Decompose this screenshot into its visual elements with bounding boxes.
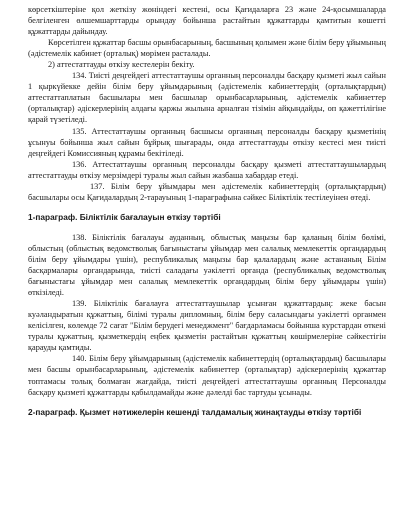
paragraph: 139. Біліктілік бағалауға аттестаттаушылар ұсынған құжаттардың: жеке басын куәландыратын құжаттың, білімі туралы дипломның, білім беру саласындағы уәкілетті органмен келісілген, көлемде 72 сағат "Білім берудегі менеджмент" бағдарламасы бойынша курстардан өткені туралы құжаттың, қызметкердің еңбек қызметін растайтын құжаттың көшірмелеріне сәйкестігін қарауды қамтиды. (28, 299, 386, 353)
section-heading: 2-параграф. Қызмет нәтижелерін кешенді талдамалық жинақтауды өткізу тәртібі (28, 406, 362, 417)
paragraph: 135. Аттестаттаушы органның басшысы органның персоналды басқару қызметінің ұсынуы бойынша жыл сайын бұйрық шығарады, онда аттестаттауды өткізу кестесі мен тиісті деңгейдегі Комиссияның құрамы бекітіледі. (28, 126, 386, 158)
paragraph: 140. Білім беру ұйымдарының (әдістемелік кабинеттердің (орталықтардың) басшылары мен басшы орынбасарларының, әдістемелік кабинеттер (орталықтар) әдіскерлерінің құжаттар топтамасы толық болмаған жағдайда, тиісті деңгейдегі аттестаттаушы органның Персоналды басқару қызметі құжаттарды қабылдамайды және дәлелді бас тартуды ұсынады. (28, 354, 386, 397)
spacer (28, 223, 386, 232)
paragraph: Көрсетілген құжаттар басшы орынбасарының, басшының қолымен және білім беру ұйымының (әдістемелік кабинет (орталық) мөрімен расталады. (28, 38, 386, 59)
paragraph: 2) аттестаттауды өткізу кестелерін бекіту. (48, 60, 195, 70)
spacer (28, 203, 386, 212)
paragraph: 134. Тиісті деңгейдегі аттестаттаушы органның персоналды басқару қызметі жыл сайын 1 қыркүйекке дейін білім беру ұйымдарының (әдістемелік кабинеттердің (орталықтардың) аттестаттаплатын басшылары мен басшылар орынбасарларының, әдістемелік кабинеттер (орталықтар) әдіскерлерінің алдағы қаржы жылына арналған тізімін айқындайды, оп қажеттілігіне қарай түзетіледі. (28, 71, 386, 125)
paragraph: көрсеткіштеріне қол жеткізу жөніндегі кестені, осы Қағидаларға 23 және 24-қосымшаларда белгіленген өлшемшарттарды орындау бойынша растайтын құжаттарды қамтитын көшетті құжаттарды дайындау. (28, 5, 386, 37)
paragraph: 138. Біліктілік бағалауы ауданның, облыстық маңызы бар қаланың білім бөлімі, облыстың (облыстық ведомстволық бағыныстағы ұйымдар мен салалық мемлекеттік органдардың білім беру ұйымдары үшін), республикалық маңызы бар қалалардың және астананың Білім басқармалары органдарында, тиісті саладағы уәкілетті органда (республикалық ведомстволық бағыныстағы ұйымдар мен салалық мемлекеттік органдардың білім беру ұйымдары үшін) өткізіледі. (28, 232, 386, 298)
section-heading: 1-параграф. Біліктілік бағалауын өткізу тәртібі (28, 211, 221, 222)
spacer (28, 398, 386, 407)
paragraph: 136. Аттестаттаушы органның персоналды басқару қызметі аттестаттаушылардың аттестаттауды өткізу мерзімдері туралы жыл сайын жазбаша хабардар етеді. (28, 159, 386, 180)
paragraph: 137. Білім беру ұйымдары мен әдістемелік кабинеттердің (орталықтардың) басшылары осы Қағидалардың 2-тарауының 1-параграфына сәйкес Біліктілік тестілеуінен өтеді. (28, 181, 386, 202)
